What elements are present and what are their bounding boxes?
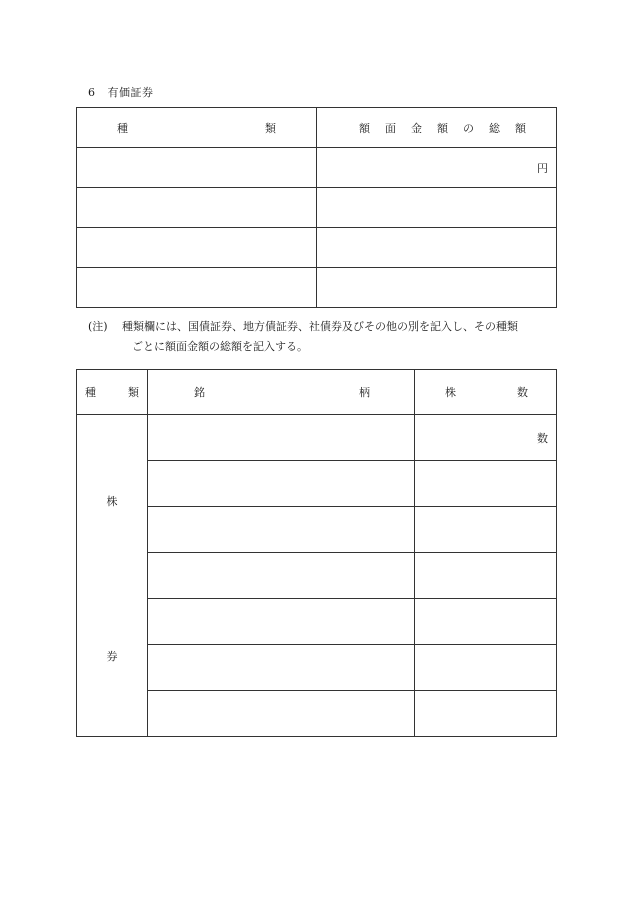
securities-total-table — [76, 107, 557, 308]
kind-cell[interactable] — [77, 188, 317, 228]
count-cell[interactable] — [415, 507, 557, 553]
total-cell[interactable] — [317, 268, 557, 308]
table-row — [77, 553, 557, 599]
yen-unit: 円 — [537, 161, 548, 175]
total-cell[interactable] — [317, 188, 557, 228]
section-number: 6 — [88, 86, 96, 99]
table-row — [77, 461, 557, 507]
table-row — [77, 148, 557, 188]
count-cell[interactable] — [415, 415, 557, 461]
kind-cell[interactable] — [77, 148, 317, 188]
name-cell[interactable] — [148, 645, 415, 691]
kind-value-top: 株 — [106, 495, 118, 508]
name-cell[interactable] — [148, 507, 415, 553]
table-row — [77, 268, 557, 308]
count-cell[interactable] — [415, 645, 557, 691]
count-header: 株 数 — [415, 370, 557, 415]
note-line-2: ごとに額面金額の総額を記入する。 — [132, 340, 308, 353]
stock-table — [76, 369, 557, 737]
name-cell[interactable] — [148, 461, 415, 507]
kind-header: 種 類 — [77, 370, 148, 415]
total-cell[interactable] — [317, 228, 557, 268]
section-title — [88, 84, 154, 100]
section-title-text: 有価証券 — [107, 86, 154, 99]
table-row — [77, 599, 557, 645]
count-cell[interactable] — [415, 691, 557, 737]
total-header: 額 面 金 額 の 総 額 — [317, 108, 557, 148]
kind-cell[interactable] — [77, 268, 317, 308]
count-cell[interactable] — [415, 599, 557, 645]
count-unit: 数 — [537, 431, 548, 445]
kind-cell[interactable] — [77, 228, 317, 268]
name-cell[interactable] — [148, 553, 415, 599]
table-header-row — [77, 108, 557, 148]
note — [88, 317, 558, 357]
name-cell[interactable] — [148, 599, 415, 645]
name-cell[interactable] — [148, 691, 415, 737]
count-cell[interactable] — [415, 553, 557, 599]
table-row — [77, 228, 557, 268]
kind-header: 種 類 — [77, 108, 317, 148]
table-row — [77, 415, 557, 461]
table-row — [77, 645, 557, 691]
count-cell[interactable] — [415, 461, 557, 507]
name-cell[interactable] — [148, 415, 415, 461]
note-label: (注) — [88, 320, 108, 333]
table-row — [77, 188, 557, 228]
kind-value-cell — [77, 415, 148, 737]
total-cell[interactable] — [317, 148, 557, 188]
table-header-row — [77, 370, 557, 415]
name-header: 銘 柄 — [148, 370, 415, 415]
table-row — [77, 507, 557, 553]
table-row — [77, 691, 557, 737]
note-line-1: 種類欄には、国債証券、地方債証券、社債券及びその他の別を記入し、その種類 — [122, 320, 518, 333]
kind-value-bottom: 券 — [106, 650, 118, 663]
